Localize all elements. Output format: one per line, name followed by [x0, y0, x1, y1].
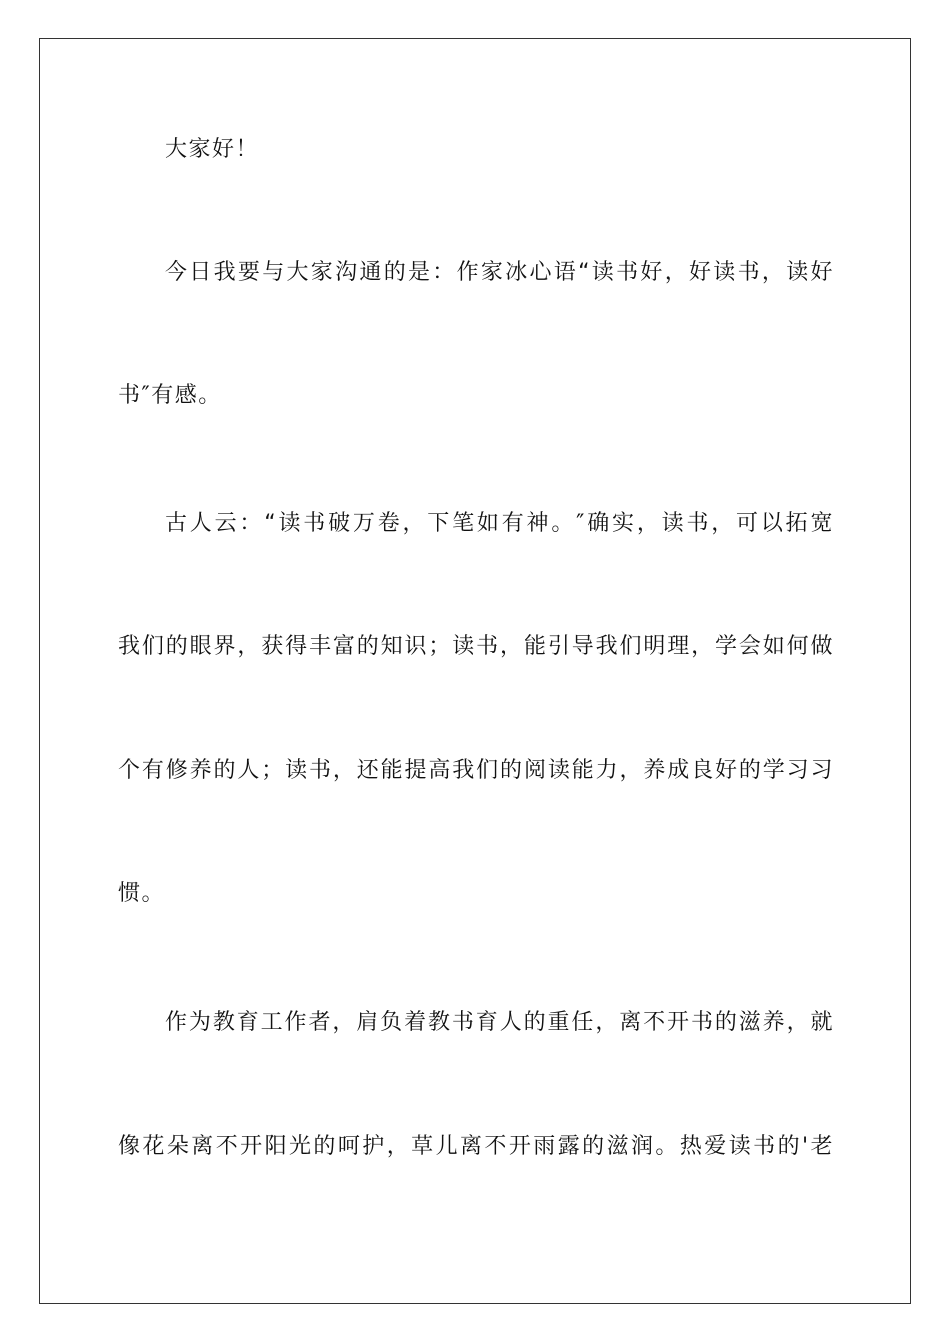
- paragraph-3-line-1: 作为教育工作者，肩负着教书育人的重任，离不开书的滋养，就: [165, 1010, 834, 1035]
- paragraph-1-line-1: 今日我要与大家沟通的是：作家冰心语“读书好，好读书，读好: [165, 260, 834, 285]
- paragraph-2-line-1: 古人云：“读书破万卷，下笔如有神。″确实，读书，可以拓宽: [165, 511, 834, 536]
- paragraph-2-line-4: 惯。: [118, 881, 166, 906]
- greeting-line: 大家好！: [165, 137, 260, 162]
- paragraph-3-line-2: 像花朵离不开阳光的呵护，草儿离不开雨露的滋润。热爱读书的'老: [118, 1134, 834, 1159]
- paragraph-2-line-2: 我们的眼界，获得丰富的知识；读书，能引导我们明理，学会如何做: [118, 634, 834, 659]
- paragraph-1-line-2: 书″有感。: [118, 383, 222, 408]
- page-border: [39, 38, 911, 1304]
- paragraph-2-line-3: 个有修养的人；读书，还能提高我们的阅读能力，养成良好的学习习: [118, 758, 834, 783]
